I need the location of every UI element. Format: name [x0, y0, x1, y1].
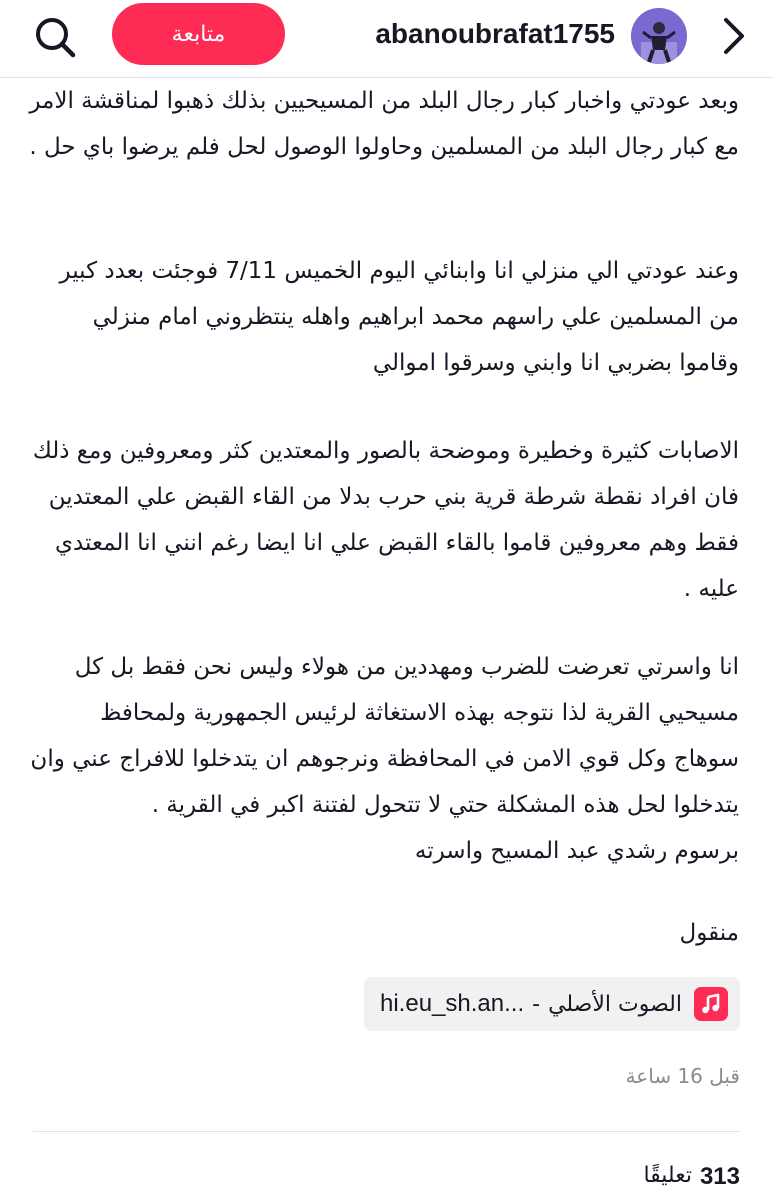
caption-paragraph-2: وعند عودتي الي منزلي انا وابنائي اليوم الخميس 7/11 فوجئت بعدد كبير من المسلمين علي راسهم محمد ابراهيم واهله ينتظروني امام منزلي وقاموا بضربي انا وابني وسرقوا اموالي: [59, 258, 739, 376]
comments-number: 313: [699, 1163, 740, 1190]
music-note-icon: [694, 987, 728, 1021]
follow-button[interactable]: متابعة: [112, 3, 285, 65]
caption-paragraph-3: الاصابات كثيرة وخطيرة وموضحة بالصور والمعتدين كثر ومعروفين ومع ذلك فان افراد نقطة شرطة قرية بني حرب بدلا من القاء القبض علي المعتدين فقط وهم معروفين قاموا بالقاء القبض علي انا ايضا رغم انني انا المعتدي عليه .: [32, 438, 739, 602]
original-sound-link[interactable]: [364, 977, 740, 1031]
caption-paragraph-4: انا واسرتي تعرضت للضرب ومهددين من هولاء وليس نحن فقط بل كل مسيحيي القرية لذا نتوجه بهذه الاستغاثة لرئيس الجمهورية ولمحافظ سوهاج وكل قوي الامن في المحافظة ونرجوهم ان يتدخلوا للافراج عني وان يتدخلوا لحل هذه المشكلة حتي لا تتحول لفتنة اكبر في القرية . برسوم رشدي عبد المسيح واسرته: [30, 654, 739, 864]
post-timestamp: قبل 16 ساعة: [625, 1064, 740, 1088]
chevron-right-icon: [721, 16, 747, 56]
avatar-image-icon: [631, 8, 687, 64]
caption-paragraph-1: وبعد عودتي واخبار كبار رجال البلد من المسيحيين بذلك ذهبوا لمناقشة الامر مع كبار رجال البلد من المسلمين وحاولوا الوصول لحل فلم يرضوا باي حل .: [29, 88, 739, 160]
back-button[interactable]: [717, 16, 751, 56]
divider: [33, 1131, 740, 1132]
search-icon: [33, 15, 77, 59]
top-bar: [0, 0, 773, 78]
search-button[interactable]: [30, 12, 80, 62]
sound-title: الصوت الأصلي: [548, 991, 682, 1017]
caption-paragraph-5: منقول: [679, 920, 739, 946]
comments-count[interactable]: [643, 1163, 740, 1191]
sound-author: hi.eu_sh.an...: [380, 990, 525, 1017]
comments-label: تعليقًا: [643, 1163, 692, 1188]
sound-label: [380, 990, 682, 1018]
username[interactable]: abanoubrafat1755: [375, 18, 615, 49]
sound-separator: -: [532, 991, 541, 1017]
avatar[interactable]: [631, 8, 687, 64]
